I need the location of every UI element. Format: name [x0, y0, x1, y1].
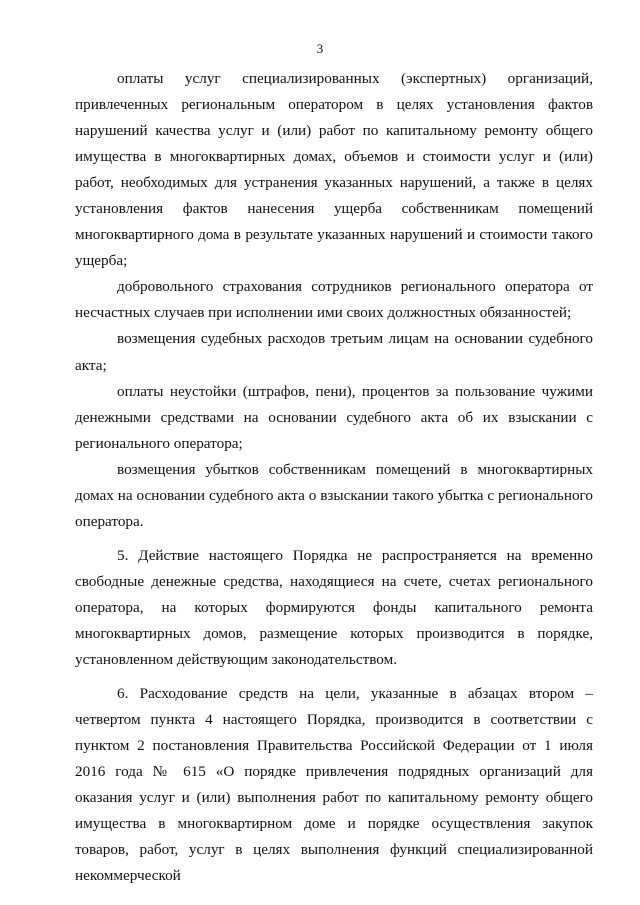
paragraph-damages: возмещения убытков собственникам помещений в многоквартирных домах на основании судебного акта о взыскании такого убытка с регионального оператора. — [75, 460, 593, 530]
paragraph-insurance: добровольного страхования сотрудников регионального оператора от несчастных случаев при исполнении ими своих должностных обязанностей; — [75, 278, 593, 322]
page-number: 3 — [316, 41, 324, 56]
paragraph-court-expenses: возмещения судебных расходов третьим лицам на основании судебного акта; — [75, 330, 593, 374]
paragraph-item-6: 6. Расходование средств на цели, указанные в абзацах втором – четвертом пункта 4 настоящего Порядка, производится в соответствии с пунктом 2 постановления Правительства Российской Федерации от 1 июля 2016 года № 615 «О порядке привлечения подрядных организаций для оказания услуг и (или) выполнения работ по капитальному ремонту общего имущества в многоквартирном доме и порядке осуществления закупок товаров, работ, услуг в целях выполнения функций специализированной некоммерческой — [75, 685, 593, 885]
paragraph-expert-services: оплаты услуг специализированных (экспертных) организаций, привлеченных региональным оператором в целях установления фактов нарушений качества услуг и (или) работ по капитальному ремонту общего имущества в многоквартирных домах, объемов и стоимости услуг и (или) работ, необходимых для устранения указанных нарушений, а также в целях установления фактов нанесения ущерба собственникам помещений многоквартирного дома в результате указанных нарушений и стоимости такого ущерба; — [75, 70, 593, 270]
paragraph-penalties: оплаты неустойки (штрафов, пени), процентов за пользование чужими денежными средствами на основании судебного акта об их взыскании с регионального оператора; — [75, 382, 593, 452]
document-body — [75, 66, 593, 889]
paragraph-item-5: 5. Действие настоящего Порядка не распространяется на временно свободные денежные средства, находящиеся на счете, счетах регионального оператора, на которых формируются фонды капитального ремонта многоквартирных домов, размещение которых производится в порядке, установленном действующим законодательством. — [75, 546, 593, 669]
